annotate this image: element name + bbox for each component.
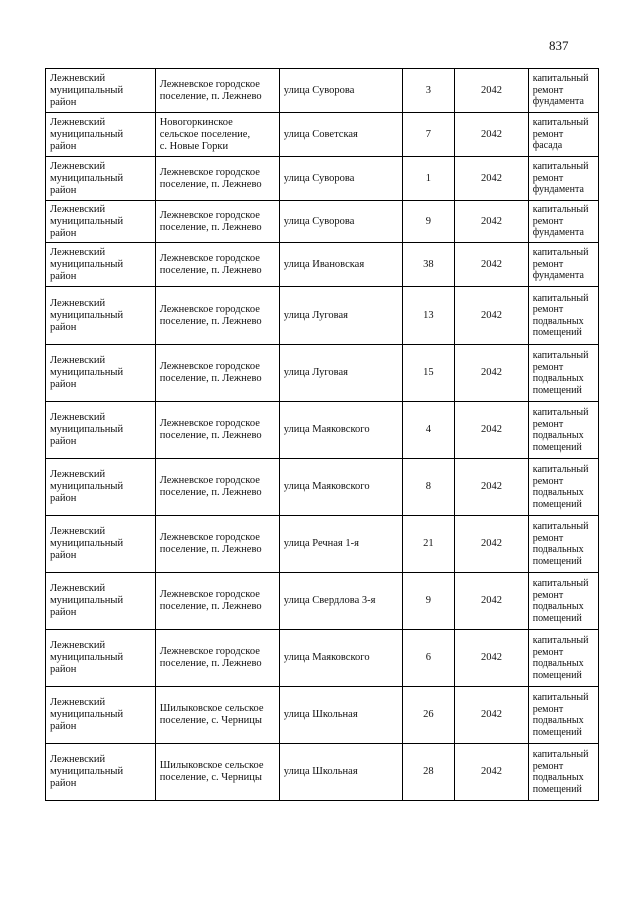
year-cell-text: 2042 — [480, 595, 502, 606]
house-number-cell-text: 9 — [425, 215, 432, 227]
district-cell-text: Лежневский муниципальный район — [50, 355, 124, 390]
district-cell-text: Лежневский муниципальный район — [50, 754, 124, 789]
house-number-cell-text: 26 — [423, 709, 434, 720]
settlement-cell-text: Лежневское городское поселение, п. Лежнево — [159, 78, 262, 102]
house-number-cell-text: 38 — [423, 258, 434, 270]
work-type-cell — [528, 630, 598, 687]
year-cell — [455, 573, 529, 630]
settlement-cell-text: Шилыковское сельское поселение, с. Черницы — [159, 760, 264, 783]
work-type-cell — [528, 516, 598, 573]
work-type-cell-text: капитальный ремонт фундамента — [532, 161, 589, 196]
settlement-cell — [155, 630, 279, 687]
street-cell — [279, 687, 402, 744]
year-cell — [455, 345, 529, 402]
district-cell-text: Лежневский муниципальный район — [50, 526, 124, 561]
house-number-cell-text: 28 — [423, 766, 434, 777]
street-cell — [279, 459, 402, 516]
street-cell-text: улица Речная 1-я — [283, 538, 359, 549]
street-cell-text: улица Школьная — [283, 766, 358, 777]
street-cell-text: улица Суворова — [283, 215, 355, 227]
work-type-cell — [528, 287, 598, 345]
table-row — [46, 744, 599, 801]
street-cell — [279, 287, 402, 345]
year-cell-text: 2042 — [480, 258, 502, 270]
street-cell-text: улица Советская — [283, 128, 358, 140]
street-cell-text: улица Ивановская — [283, 258, 365, 270]
house-number-cell — [402, 201, 455, 243]
table-row — [46, 157, 599, 201]
year-cell — [455, 69, 529, 113]
district-cell — [46, 516, 156, 573]
district-cell — [46, 157, 156, 201]
table-body — [46, 69, 599, 801]
year-cell-text: 2042 — [480, 538, 502, 549]
settlement-cell — [155, 287, 279, 345]
year-cell-text: 2042 — [480, 309, 502, 321]
table-row — [46, 687, 599, 744]
street-cell — [279, 573, 402, 630]
street-cell — [279, 69, 402, 113]
house-number-cell-text: 8 — [425, 481, 432, 492]
house-number-cell-text: 9 — [425, 595, 432, 606]
work-type-cell-text: капитальный ремонт подвальных помещений — [532, 350, 589, 396]
settlement-cell-text: Лежневское городское поселение, п. Лежнево — [159, 252, 262, 276]
year-cell-text: 2042 — [480, 766, 502, 777]
table-row — [46, 402, 599, 459]
street-cell — [279, 345, 402, 402]
district-cell — [46, 113, 156, 157]
settlement-cell — [155, 69, 279, 113]
year-cell — [455, 402, 529, 459]
settlement-cell-text: Лежневское городское поселение, п. Лежнево — [159, 361, 262, 384]
street-cell — [279, 113, 402, 157]
work-type-cell — [528, 459, 598, 516]
district-cell — [46, 630, 156, 687]
year-cell — [455, 687, 529, 744]
work-type-cell — [528, 157, 598, 201]
street-cell-text: улица Маяковского — [283, 652, 370, 663]
street-cell — [279, 744, 402, 801]
settlement-cell — [155, 459, 279, 516]
settlement-cell — [155, 243, 279, 287]
street-cell-text: улица Школьная — [283, 709, 358, 720]
house-number-cell — [402, 402, 455, 459]
district-cell — [46, 243, 156, 287]
settlement-cell-text: Лежневское городское поселение, п. Лежнево — [159, 646, 262, 669]
work-type-cell-text: капитальный ремонт фундамента — [532, 73, 589, 108]
settlement-cell-text: Лежневское городское поселение, п. Лежнево — [159, 303, 262, 327]
street-cell-text: улица Маяковского — [283, 424, 370, 435]
district-cell-text: Лежневский муниципальный район — [50, 412, 124, 447]
house-number-cell — [402, 69, 455, 113]
settlement-cell-text: Лежневское городское поселение, п. Лежнево — [159, 418, 262, 441]
settlement-cell — [155, 113, 279, 157]
year-cell-text: 2042 — [480, 128, 502, 140]
district-cell-text: Лежневский муниципальный район — [50, 72, 124, 108]
street-cell-text: улица Суворова — [283, 84, 355, 96]
house-number-cell — [402, 516, 455, 573]
house-number-cell — [402, 744, 455, 801]
district-cell-text: Лежневский муниципальный район — [50, 583, 124, 618]
year-cell — [455, 516, 529, 573]
year-cell-text: 2042 — [480, 367, 502, 378]
house-number-cell — [402, 113, 455, 157]
house-number-cell-text: 1 — [425, 172, 432, 184]
year-cell-text: 2042 — [480, 424, 502, 435]
work-type-cell — [528, 573, 598, 630]
table-row — [46, 573, 599, 630]
work-type-cell-text: капитальный ремонт подвальных помещений — [532, 292, 589, 338]
work-type-cell — [528, 744, 598, 801]
house-number-cell-text: 21 — [423, 538, 434, 549]
settlement-cell — [155, 402, 279, 459]
district-cell-text: Лежневский муниципальный район — [50, 203, 124, 239]
street-cell-text: улица Свердлова 3-я — [283, 595, 376, 606]
settlement-cell — [155, 687, 279, 744]
table-row — [46, 345, 599, 402]
work-type-cell-text: капитальный ремонт фундамента — [532, 204, 589, 239]
work-type-cell — [528, 687, 598, 744]
work-type-cell — [528, 113, 598, 157]
table-row — [46, 113, 599, 157]
year-cell-text: 2042 — [480, 709, 502, 720]
district-cell-text: Лежневский муниципальный район — [50, 297, 124, 333]
work-type-cell-text: капитальный ремонт подвальных помещений — [532, 464, 589, 510]
table-row — [46, 516, 599, 573]
district-cell-text: Лежневский муниципальный район — [50, 116, 124, 152]
district-cell-text: Лежневский муниципальный район — [50, 697, 124, 732]
district-cell — [46, 402, 156, 459]
settlement-cell — [155, 201, 279, 243]
year-cell — [455, 744, 529, 801]
house-number-cell — [402, 287, 455, 345]
year-cell — [455, 287, 529, 345]
year-cell-text: 2042 — [480, 652, 502, 663]
house-number-cell-text: 15 — [423, 367, 434, 378]
year-cell — [455, 157, 529, 201]
work-type-cell — [528, 345, 598, 402]
house-number-cell-text: 3 — [425, 84, 432, 96]
year-cell-text: 2042 — [480, 481, 502, 492]
year-cell-text: 2042 — [480, 172, 502, 184]
year-cell — [455, 243, 529, 287]
settlement-cell-text: Лежневское городское поселение, п. Лежнево — [159, 166, 262, 190]
table-row — [46, 201, 599, 243]
house-number-cell-text: 4 — [425, 424, 432, 435]
house-number-cell — [402, 243, 455, 287]
district-cell — [46, 287, 156, 345]
work-type-cell-text: капитальный ремонт подвальных помещений — [532, 692, 589, 738]
house-number-cell — [402, 459, 455, 516]
table-row — [46, 459, 599, 516]
work-type-cell-text: капитальный ремонт подвальных помещений — [532, 578, 589, 624]
house-number-cell — [402, 345, 455, 402]
year-cell-text: 2042 — [480, 84, 502, 96]
work-type-cell-text: капитальный ремонт подвальных помещений — [532, 749, 589, 795]
district-cell — [46, 744, 156, 801]
work-type-cell — [528, 201, 598, 243]
house-number-cell — [402, 630, 455, 687]
street-cell-text: улица Луговая — [283, 309, 348, 321]
district-cell — [46, 573, 156, 630]
district-cell-text: Лежневский муниципальный район — [50, 160, 124, 196]
street-cell — [279, 157, 402, 201]
house-number-cell — [402, 687, 455, 744]
table-row — [46, 630, 599, 687]
table-row — [46, 287, 599, 345]
year-cell — [455, 201, 529, 243]
work-type-cell-text: капитальный ремонт подвальных помещений — [532, 521, 589, 567]
district-cell — [46, 345, 156, 402]
district-cell-text: Лежневский муниципальный район — [50, 469, 124, 504]
page-number: 837 — [549, 38, 569, 53]
district-cell-text: Лежневский муниципальный район — [50, 246, 124, 282]
street-cell — [279, 402, 402, 459]
street-cell-text: улица Луговая — [283, 367, 348, 378]
street-cell-text: улица Суворова — [283, 172, 355, 184]
street-cell — [279, 516, 402, 573]
district-cell-text: Лежневский муниципальный район — [50, 640, 124, 675]
street-cell — [279, 201, 402, 243]
settlement-cell-text: Лежневское городское поселение, п. Лежнево — [159, 589, 262, 612]
settlement-cell-text: Лежневское городское поселение, п. Лежнево — [159, 532, 262, 555]
house-number-cell — [402, 573, 455, 630]
table-row — [46, 69, 599, 113]
settlement-cell — [155, 744, 279, 801]
house-number-cell — [402, 157, 455, 201]
year-cell — [455, 113, 529, 157]
settlement-cell — [155, 157, 279, 201]
settlement-cell — [155, 345, 279, 402]
settlement-cell-text: Шилыковское сельское поселение, с. Черницы — [159, 703, 264, 726]
settlement-cell — [155, 573, 279, 630]
settlement-cell-text: Лежневское городское поселение, п. Лежнево — [159, 475, 262, 498]
house-number-cell-text: 7 — [425, 128, 432, 140]
street-cell-text: улица Маяковского — [283, 481, 370, 492]
year-cell — [455, 459, 529, 516]
work-type-cell — [528, 69, 598, 113]
work-type-cell — [528, 243, 598, 287]
street-cell — [279, 630, 402, 687]
work-type-cell-text: капитальный ремонт подвальных помещений — [532, 635, 589, 681]
district-cell — [46, 459, 156, 516]
repair-schedule-table — [45, 68, 599, 801]
settlement-cell-text: Новогоркинское сельское поселение, с. Новые Горки — [159, 116, 251, 152]
district-cell — [46, 201, 156, 243]
year-cell-text: 2042 — [480, 215, 502, 227]
district-cell — [46, 687, 156, 744]
house-number-cell-text: 6 — [425, 652, 432, 663]
work-type-cell-text: капитальный ремонт подвальных помещений — [532, 407, 589, 453]
settlement-cell — [155, 516, 279, 573]
work-type-cell-text: капитальный ремонт фундамента — [532, 247, 589, 282]
work-type-cell-text: капитальный ремонт фасада — [532, 117, 589, 152]
street-cell — [279, 243, 402, 287]
work-type-cell — [528, 402, 598, 459]
district-cell — [46, 69, 156, 113]
year-cell — [455, 630, 529, 687]
settlement-cell-text: Лежневское городское поселение, п. Лежнево — [159, 209, 262, 233]
house-number-cell-text: 13 — [423, 309, 434, 321]
table-row — [46, 243, 599, 287]
